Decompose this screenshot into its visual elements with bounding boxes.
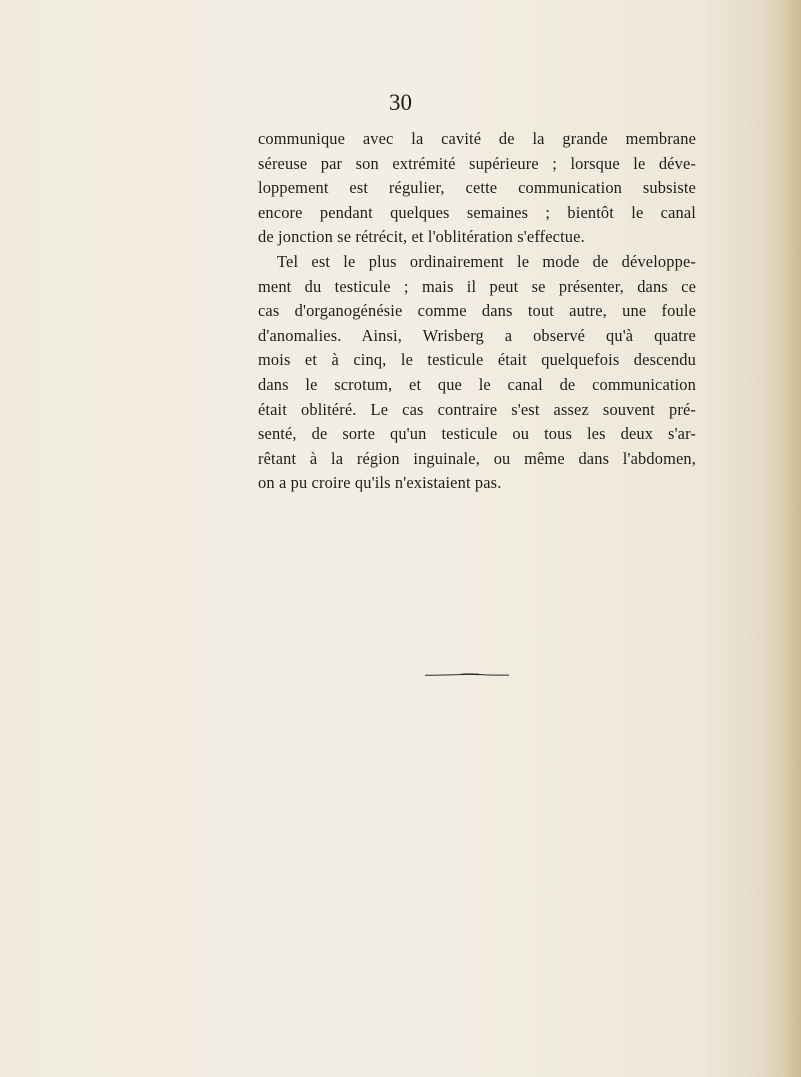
page-edge-discoloration: [763, 0, 801, 1077]
text-line: mois et à cinq, le testicule était quelquefois descendu: [258, 350, 696, 370]
section-divider-ornament: [425, 673, 509, 677]
text-line: d'anomalies. Ainsi, Wrisberg a observé qu'à quatre: [258, 325, 696, 345]
page-number: 30: [389, 90, 412, 115]
text-line: rêtant à la région inguinale, ou même dans l'abdomen,: [258, 448, 696, 468]
body-text: [258, 127, 696, 496]
text-line: encore pendant quelques semaines ; bientôt le canal: [258, 202, 696, 222]
text-line: communique avec la cavité de la grande membrane: [258, 129, 696, 148]
text-line: senté, de sorte qu'un testicule ou tous les deux s'ar-: [258, 424, 696, 444]
text-line: dans le scrotum, et que le canal de communication: [258, 374, 696, 394]
text-line: on a pu croire qu'ils n'existaient pas.: [258, 473, 502, 493]
text-line: était oblitéré. Le cas contraire s'est assez souvent pré-: [258, 399, 696, 419]
text-line: loppement est régulier, cette communication subsiste: [258, 178, 696, 198]
text-line: ment du testicule ; mais il peut se présenter, dans ce: [258, 276, 696, 296]
text-line: séreuse par son extrémité supérieure ; lorsque le déve-: [258, 153, 696, 173]
text-line: de jonction se rétrécit, et l'oblitération s'effectue.: [258, 227, 585, 247]
text-line: cas d'organogénésie comme dans tout autre, une foule: [258, 301, 696, 321]
text-line: Tel est le plus ordinairement le mode de développe-: [277, 251, 696, 271]
